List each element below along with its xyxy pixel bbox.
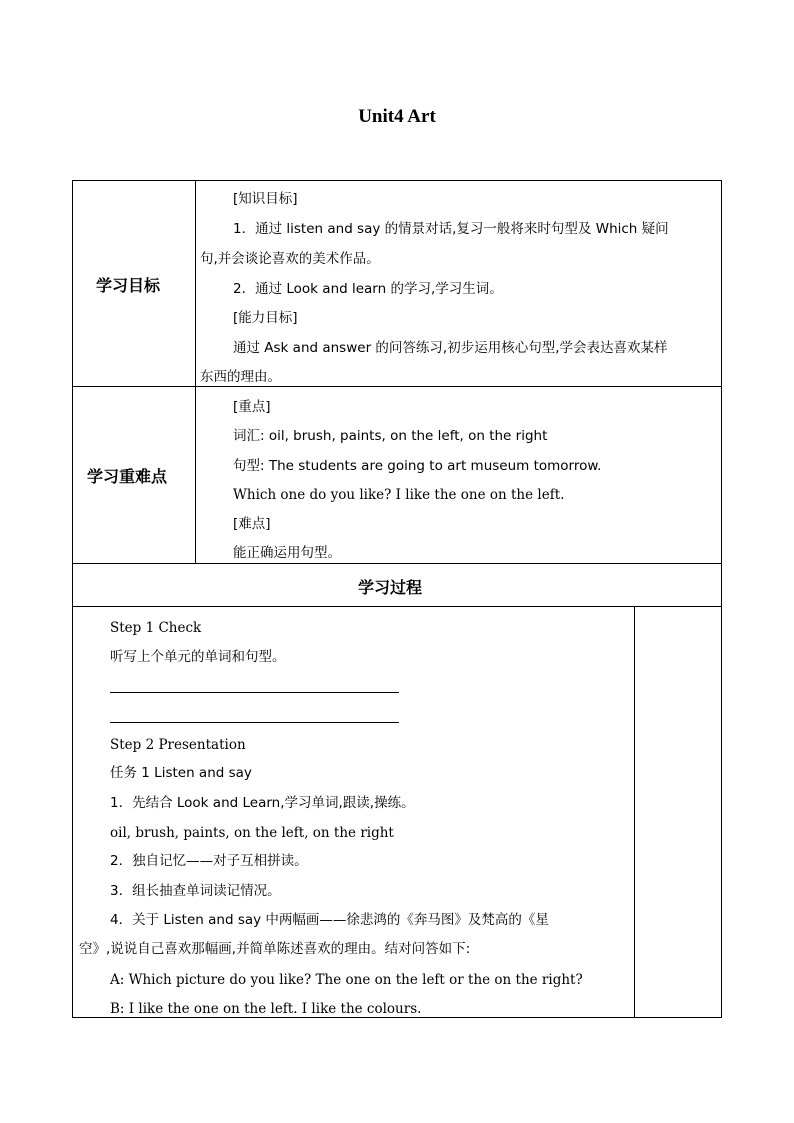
keypoints-line: 能正确运用句型。 xyxy=(233,545,341,561)
keypoints-line: [难点] xyxy=(233,516,271,532)
row-divider xyxy=(72,563,722,564)
process-line: oil, brush, paints, on the left, on the right xyxy=(110,825,394,841)
process-line: 任务 1 Listen and say xyxy=(110,765,252,781)
objectives-line: 2．通过 Look and learn 的学习,学习生词。 xyxy=(233,281,503,297)
column-divider xyxy=(195,180,196,563)
row-divider xyxy=(72,606,722,607)
objectives-label: 学习目标 xyxy=(96,276,161,295)
keypoints-label: 学习重难点 xyxy=(87,467,168,486)
objectives-line: [能力目标] xyxy=(233,310,298,326)
process-line: B: I like the one on the left. I like the colours. xyxy=(110,1001,422,1017)
keypoints-line: 词汇: oil, brush, paints, on the left, on the right xyxy=(233,428,548,444)
objectives-line: 句,并会谈论喜欢的美术作品。 xyxy=(200,251,380,267)
process-line: A: Which picture do you like? The one on the left or the on the right? xyxy=(110,972,583,988)
objectives-line: [知识目标] xyxy=(233,191,298,207)
process-line: Step 1 Check xyxy=(110,620,202,636)
process-line: 3．组长抽查单词读记情况。 xyxy=(110,883,281,899)
objectives-line: 东西的理由。 xyxy=(200,369,281,385)
objectives-line: 1．通过 listen and say 的情景对话,复习一般将来时句型及 Which 疑问 xyxy=(233,221,669,237)
answer-blank[interactable] xyxy=(110,722,399,723)
process-line: Step 2 Presentation xyxy=(110,737,246,753)
answer-blank[interactable] xyxy=(110,692,399,693)
keypoints-line: Which one do you like? I like the one on the left. xyxy=(233,487,565,503)
row-divider xyxy=(72,386,722,387)
process-line: 4．关于 Listen and say 中两幅画——徐悲鸿的《奔马图》及梵高的《星 xyxy=(110,912,549,928)
keypoints-line: 句型: The students are going to art museum tomorrow. xyxy=(233,458,602,474)
process-line: 听写上个单元的单词和句型。 xyxy=(110,649,286,665)
process-line: 2．独自记忆——对子互相拼读。 xyxy=(110,853,308,869)
keypoints-line: [重点] xyxy=(233,399,271,415)
process-line: 空》,说说自己喜欢那幅画,并简单陈述喜欢的理由。结对问答如下: xyxy=(79,941,471,957)
page-title: Unit4 Art xyxy=(358,106,436,127)
process-line: 1．先结合 Look and Learn,学习单词,跟读,操练。 xyxy=(110,795,415,811)
objectives-line: 通过 Ask and answer 的问答练习,初步运用核心句型,学会表达喜欢某样 xyxy=(233,340,668,356)
process-label: 学习过程 xyxy=(358,578,423,597)
column-divider xyxy=(634,606,635,1018)
